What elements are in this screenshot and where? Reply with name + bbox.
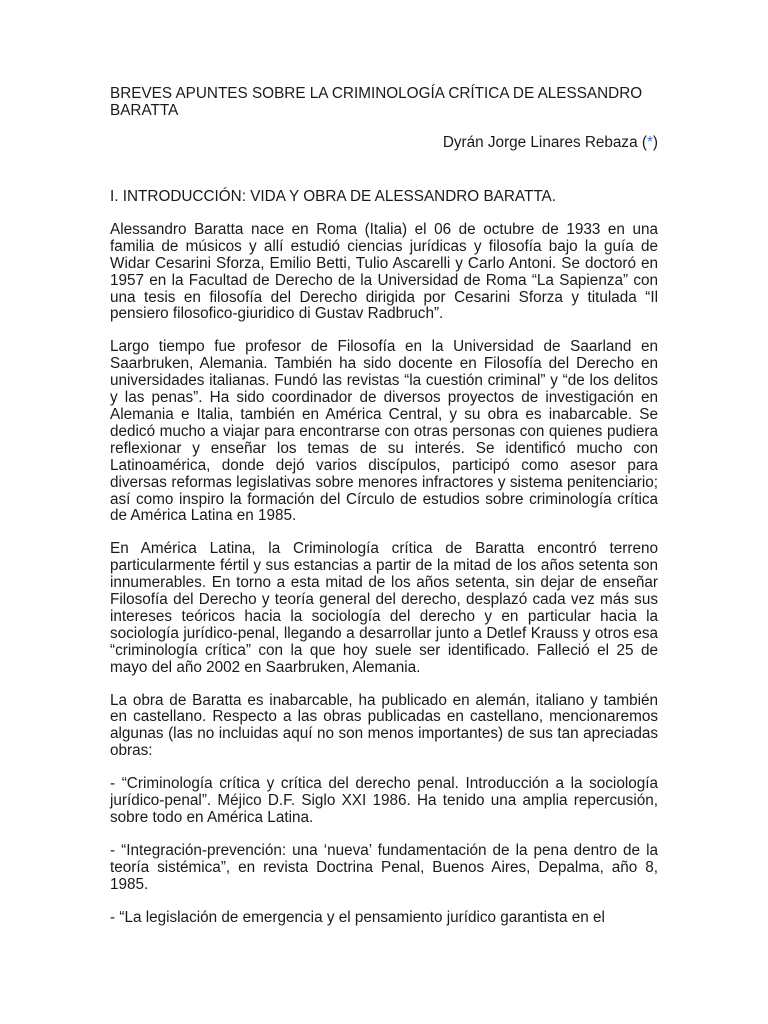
bibliography-item: - “Integración-prevención: una ‘nueva’ fundamentación de la pena dentro de la teoría sistémica”, en revista Doctrina Penal, Buenos Aires, Depalma, año 8, 1985. [110,841,658,893]
body-paragraph: Largo tiempo fue profesor de Filosofía en la Universidad de Saarland en Saarbruken, Alemania. También ha sido docente en Filosofía del Derecho en universidades italianas. Fundó las revistas “la cuestión criminal” y “de los delitos y las penas”. Ha sido coordinador de diversos proyectos de investigación en Alemania e Italia, también en América Central, y su obra es inabarcable. Se dedicó mucho a viajar para encontrarse con otras personas con quienes pudiera reflexionar y enseñar los temas de su interés. Se identificó mucho con Latinoamérica, donde dejó varios discípulos, participó como asesor para diversas reformas legislativas sobre menores infractores y sistema penitenciario; así como inspiro la formación del Círculo de estudios sobre criminología crítica de América Latina en 1985. [110,338,658,525]
author-footnote-link[interactable]: * [646,134,653,151]
section-heading: I. INTRODUCCIÓN: VIDA Y OBRA DE ALESSANDRO BARATTA. [110,187,556,205]
author-name: Dyrán Jorge Linares Rebaza [442,134,638,151]
bibliography-item: - “La legislación de emergencia y el pensamiento jurídico garantista en el [110,908,605,926]
body-paragraph: La obra de Baratta es inabarcable, ha publicado en alemán, italiano y también en castellano. Respecto a las obras publicadas en castellano, mencionaremos algunas (las no incluidas aquí no son menos importantes) de sus tan apreciadas obras: [110,691,658,760]
body-paragraph: En América Latina, la Criminología crítica de Baratta encontró terreno particularmente fértil y sus estancias a partir de la mitad de los años setenta son innumerables. En torno a esta mitad de los años setenta, sin dejar de enseñar Filosofía del Derecho y teoría general del derecho, desplazó cada vez más sus intereses teóricos hacia la sociología del derecho y en particular hacia la sociología jurídico-penal, llegando a desarrollar junto a Detlef Krauss y otros esa “criminología crítica” con la que hoy suele ser identificado. Falleció el 25 de mayo del año 2002 en Saarbruken, Alemania. [110,540,658,676]
document-page [110,85,658,927]
author-line [110,135,658,152]
bibliography-item: - “Criminología crítica y crítica del derecho penal. Introducción a la sociología jurídico-penal”. Méjico D.F. Siglo XXI 1986. Ha tenido una amplia repercusión, sobre todo en América Latina. [110,775,658,826]
author-open-paren: ( [637,134,647,151]
document-title: BREVES APUNTES SOBRE LA CRIMINOLOGÍA CRÍTICA DE ALESSANDRO BARATTA [110,85,643,119]
body-paragraph: Alessandro Baratta nace en Roma (Italia) el 06 de octubre de 1933 en una familia de músicos y allí estudió ciencias jurídicas y filosofía bajo la guía de Widar Cesarini Sforza, Emilio Betti, Tulio Ascarelli y Carlo Antoni. Se doctoró en 1957 en la Facultad de Derecho de la Universidad de Roma “La Sapienza” con una tesis en filosofía del Derecho dirigida por Cesarini Sforza y titulada “Il pensiero filosofico-giuridico di Gustav Radbruch”. [110,220,658,323]
author-close-paren: ) [652,134,658,151]
